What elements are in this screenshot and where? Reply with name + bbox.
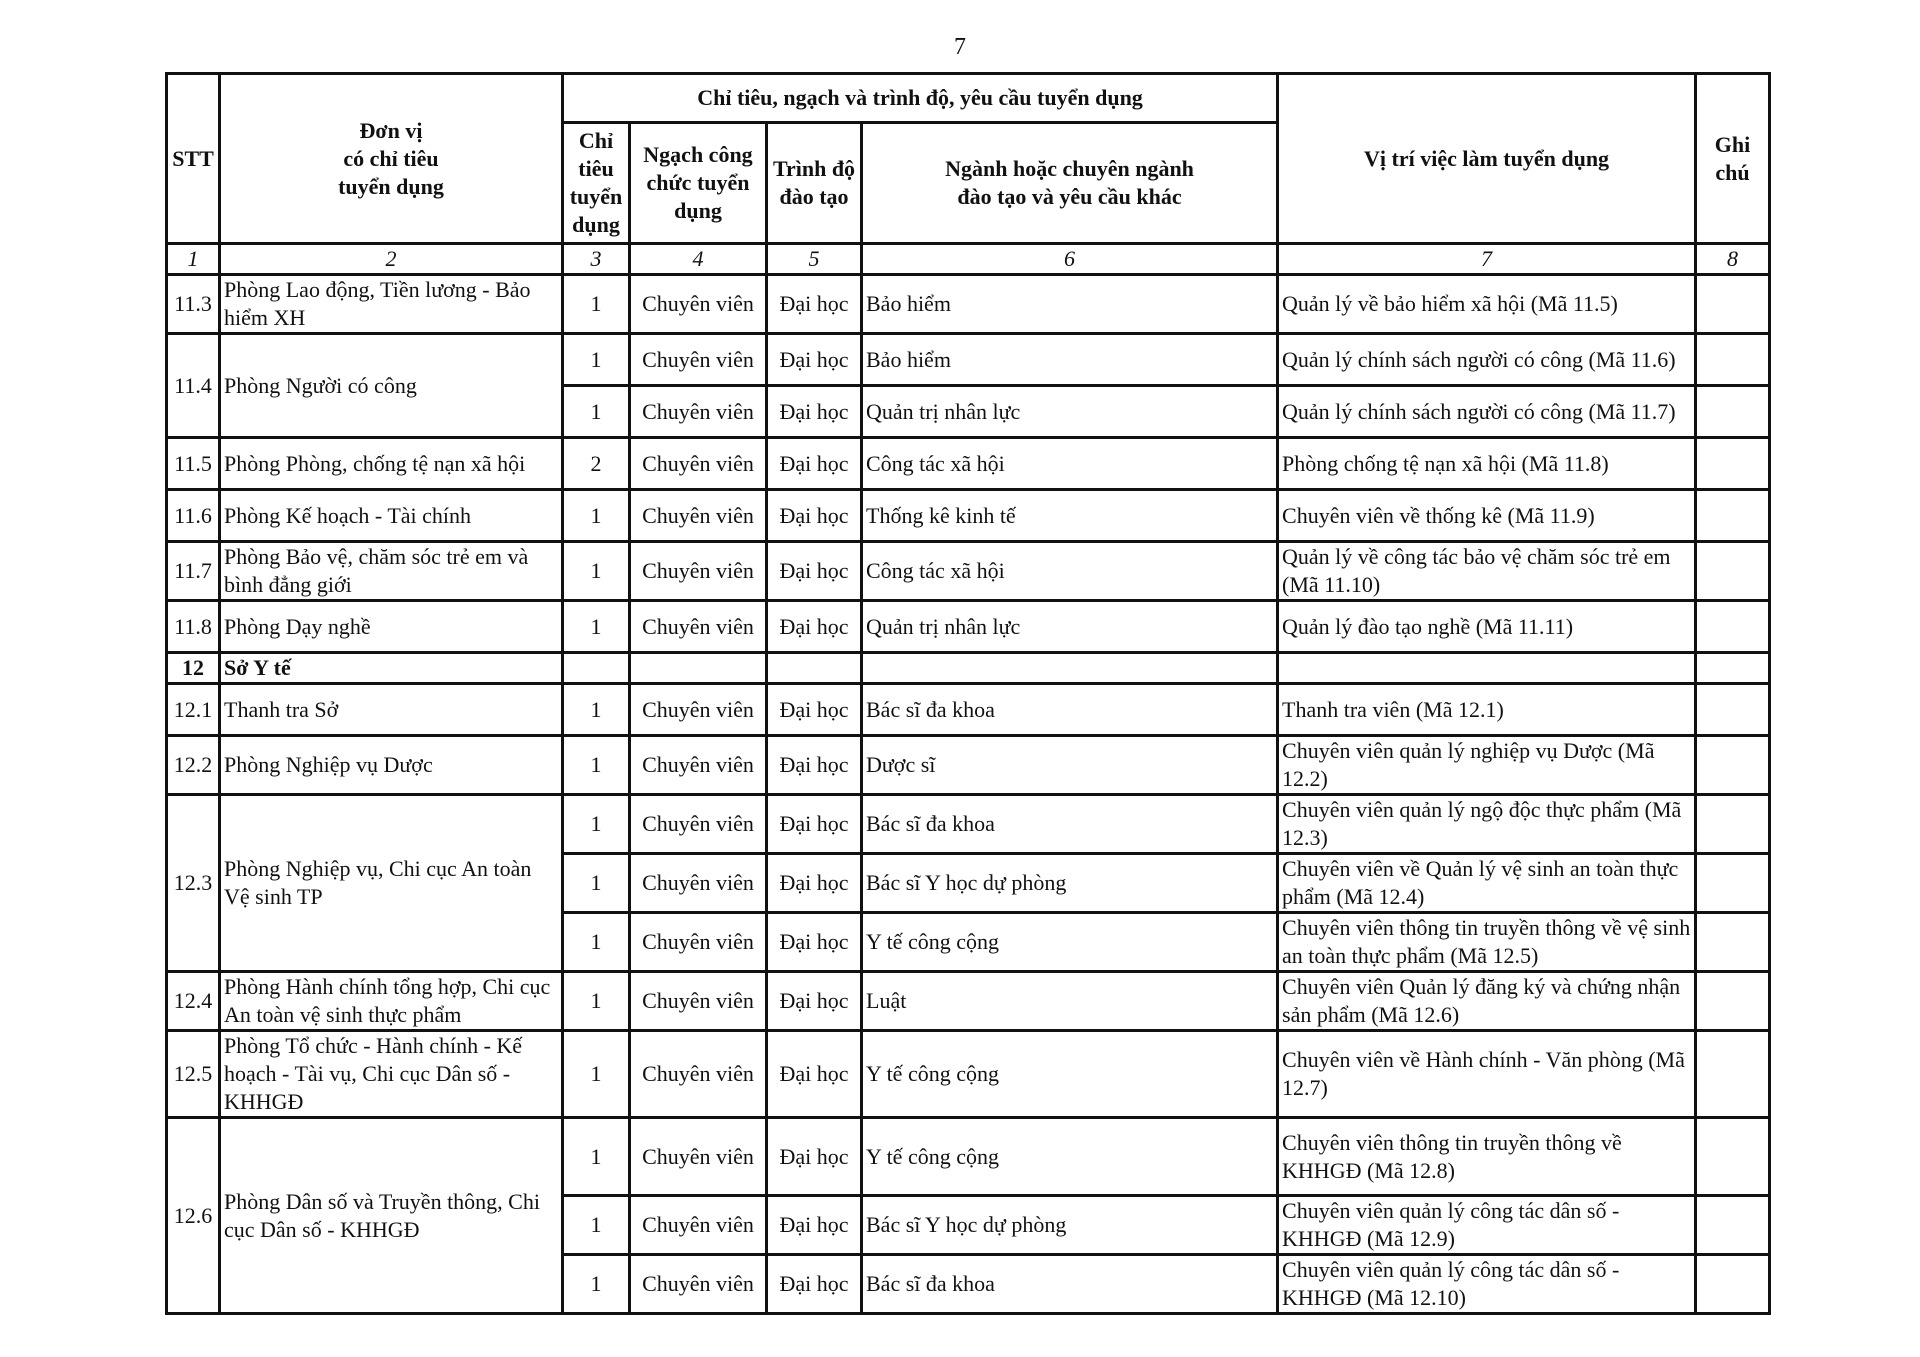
column-number: 6 [862, 244, 1278, 275]
cell-grade: Chuyên viên [630, 913, 767, 972]
cell-level: Đại học [767, 490, 862, 542]
cell-stt: 12.3 [167, 795, 220, 972]
header-major-line2: đào tạo và yêu cầu khác [957, 184, 1182, 209]
cell-note [1696, 684, 1770, 736]
header-position: Vị trí việc làm tuyển dụng [1278, 74, 1696, 244]
cell-level: Đại học [767, 972, 862, 1031]
cell-grade: Chuyên viên [630, 795, 767, 854]
cell-position: Chuyên viên về Quản lý vệ sinh an toàn thực phẩm (Mã 12.4) [1278, 854, 1696, 913]
cell-major: Quản trị nhân lực [862, 601, 1278, 653]
cell-position: Chuyên viên Quản lý đăng ký và chứng nhận sản phẩm (Mã 12.6) [1278, 972, 1696, 1031]
cell-unit: Phòng Phòng, chống tệ nạn xã hội [220, 438, 563, 490]
cell-major: Y tế công cộng [862, 1118, 1278, 1196]
table-row [167, 972, 1770, 1031]
page-number: 7 [954, 34, 966, 60]
cell-position: Quản lý về công tác bảo vệ chăm sóc trẻ em (Mã 11.10) [1278, 542, 1696, 601]
cell-position: Chuyên viên quản lý nghiệp vụ Dược (Mã 12.2) [1278, 736, 1696, 795]
cell-stt: 12.6 [167, 1118, 220, 1314]
cell-level: Đại học [767, 795, 862, 854]
cell-position: Chuyên viên thông tin truyền thông về vệ sinh an toàn thực phẩm (Mã 12.5) [1278, 913, 1696, 972]
cell-quota: 1 [563, 542, 630, 601]
cell-note [1696, 854, 1770, 913]
header-note-line1: Ghi [1714, 131, 1751, 157]
cell-position: Chuyên viên thông tin truyền thông về KHHGĐ (Mã 12.8) [1278, 1118, 1696, 1196]
header-row [167, 74, 1770, 123]
cell-level: Đại học [767, 1255, 862, 1314]
cell-quota: 1 [563, 1118, 630, 1196]
cell-stt: 11.5 [167, 438, 220, 490]
cell-major: Bác sĩ Y học dự phòng [862, 1196, 1278, 1255]
cell-note [1696, 438, 1770, 490]
cell-grade: Chuyên viên [630, 1255, 767, 1314]
cell-major: Quản trị nhân lực [862, 386, 1278, 438]
cell-level: Đại học [767, 275, 862, 334]
column-number: 4 [630, 244, 767, 275]
cell-major: Công tác xã hội [862, 542, 1278, 601]
cell-level: Đại học [767, 438, 862, 490]
cell-major: Dược sĩ [862, 736, 1278, 795]
cell-stt: 12.1 [167, 684, 220, 736]
column-number: 8 [1696, 244, 1770, 275]
cell-quota: 1 [563, 1255, 630, 1314]
cell-level: Đại học [767, 854, 862, 913]
cell-level: Đại học [767, 1196, 862, 1255]
header-level: Trình độ đào tạo [767, 123, 862, 244]
cell-major: Bác sĩ Y học dự phòng [862, 854, 1278, 913]
cell-grade: Chuyên viên [630, 438, 767, 490]
section-number: 12 [167, 653, 220, 684]
cell-grade: Chuyên viên [630, 334, 767, 386]
section-row [167, 653, 1770, 684]
cell-position: Phòng chống tệ nạn xã hội (Mã 11.8) [1278, 438, 1696, 490]
cell-level: Đại học [767, 334, 862, 386]
cell-major: Bảo hiểm [862, 275, 1278, 334]
cell-grade [630, 653, 767, 684]
cell-position: Chuyên viên về thống kê (Mã 11.9) [1278, 490, 1696, 542]
cell-note [1696, 386, 1770, 438]
cell-quota: 2 [563, 438, 630, 490]
table-row [167, 490, 1770, 542]
cell-stt: 11.3 [167, 275, 220, 334]
cell-major: Bảo hiểm [862, 334, 1278, 386]
cell-grade: Chuyên viên [630, 542, 767, 601]
cell-position: Chuyên viên quản lý công tác dân số - KHHGĐ (Mã 12.10) [1278, 1255, 1696, 1314]
cell-quota: 1 [563, 684, 630, 736]
column-number: 3 [563, 244, 630, 275]
cell-stt: 11.4 [167, 334, 220, 438]
recruitment-table [165, 72, 1771, 1315]
cell-grade: Chuyên viên [630, 1118, 767, 1196]
cell-grade: Chuyên viên [630, 854, 767, 913]
cell-note [1696, 1031, 1770, 1118]
cell-grade: Chuyên viên [630, 386, 767, 438]
cell-unit: Phòng Nghiệp vụ Dược [220, 736, 563, 795]
cell-note [1696, 1255, 1770, 1314]
cell-major: Y tế công cộng [862, 1031, 1278, 1118]
cell-quota: 1 [563, 1031, 630, 1118]
cell-level: Đại học [767, 601, 862, 653]
cell-level: Đại học [767, 1031, 862, 1118]
cell-stt: 12.2 [167, 736, 220, 795]
cell-grade: Chuyên viên [630, 1196, 767, 1255]
cell-unit: Thanh tra Sở [220, 684, 563, 736]
cell-grade: Chuyên viên [630, 490, 767, 542]
cell-note [1696, 542, 1770, 601]
cell-level: Đại học [767, 1118, 862, 1196]
column-number: 7 [1278, 244, 1696, 275]
cell-unit: Phòng Dân số và Truyền thông, Chi cục Dân số - KHHGĐ [220, 1118, 563, 1314]
column-number-row [167, 244, 1770, 275]
cell-unit: Phòng Lao động, Tiền lương - Bảo hiểm XH [220, 275, 563, 334]
cell-note [1696, 275, 1770, 334]
cell-quota: 1 [563, 334, 630, 386]
cell-level: Đại học [767, 913, 862, 972]
cell-level: Đại học [767, 386, 862, 438]
cell-quota [563, 653, 630, 684]
header-unit [220, 74, 563, 244]
cell-note [1696, 490, 1770, 542]
cell-level: Đại học [767, 684, 862, 736]
cell-major: Bác sĩ đa khoa [862, 684, 1278, 736]
cell-major: Y tế công cộng [862, 913, 1278, 972]
cell-note [1696, 736, 1770, 795]
cell-note [1696, 972, 1770, 1031]
cell-level: Đại học [767, 736, 862, 795]
cell-major: Bác sĩ đa khoa [862, 1255, 1278, 1314]
cell-stt: 11.8 [167, 601, 220, 653]
cell-position [1278, 653, 1696, 684]
cell-unit: Phòng Nghiệp vụ, Chi cục An toàn Vệ sinh TP [220, 795, 563, 972]
cell-quota: 1 [563, 972, 630, 1031]
cell-stt: 11.7 [167, 542, 220, 601]
cell-major: Thống kê kinh tế [862, 490, 1278, 542]
cell-note [1696, 653, 1770, 684]
table-row [167, 601, 1770, 653]
cell-quota: 1 [563, 275, 630, 334]
cell-position: Quản lý chính sách người có công (Mã 11.6) [1278, 334, 1696, 386]
cell-quota: 1 [563, 854, 630, 913]
header-note-line2: chú [1715, 159, 1750, 185]
cell-major: Luật [862, 972, 1278, 1031]
cell-note [1696, 1118, 1770, 1196]
column-number: 1 [167, 244, 220, 275]
cell-grade: Chuyên viên [630, 972, 767, 1031]
header-group: Chỉ tiêu, ngạch và trình độ, yêu cầu tuyển dụng [563, 74, 1278, 123]
cell-quota: 1 [563, 736, 630, 795]
cell-unit: Phòng Dạy nghề [220, 601, 563, 653]
table-row [167, 334, 1770, 386]
cell-stt: 12.5 [167, 1031, 220, 1118]
cell-quota: 1 [563, 601, 630, 653]
section-title: Sở Y tế [220, 653, 563, 684]
cell-position: Chuyên viên về Hành chính - Văn phòng (Mã 12.7) [1278, 1031, 1696, 1118]
header-quota: Chỉ tiêu tuyển dụng [563, 123, 630, 244]
cell-quota: 1 [563, 913, 630, 972]
cell-major: Bác sĩ đa khoa [862, 795, 1278, 854]
header-note [1696, 74, 1770, 244]
cell-note [1696, 601, 1770, 653]
cell-position: Chuyên viên quản lý ngộ độc thực phẩm (Mã 12.3) [1278, 795, 1696, 854]
cell-stt: 11.6 [167, 490, 220, 542]
header-stt: STT [167, 74, 220, 244]
table-row [167, 795, 1770, 854]
cell-note [1696, 1196, 1770, 1255]
cell-position: Quản lý chính sách người có công (Mã 11.7) [1278, 386, 1696, 438]
cell-grade: Chuyên viên [630, 684, 767, 736]
table-row [167, 438, 1770, 490]
table-row [167, 1118, 1770, 1196]
cell-note [1696, 913, 1770, 972]
cell-note [1696, 795, 1770, 854]
table-row [167, 684, 1770, 736]
header-unit-line2: có chỉ tiêu [343, 145, 439, 171]
header-unit-line3: tuyển dụng [338, 173, 444, 199]
cell-unit: Phòng Bảo vệ, chăm sóc trẻ em và bình đẳng giới [220, 542, 563, 601]
cell-quota: 1 [563, 1196, 630, 1255]
cell-quota: 1 [563, 795, 630, 854]
cell-grade: Chuyên viên [630, 275, 767, 334]
cell-grade: Chuyên viên [630, 736, 767, 795]
cell-unit: Phòng Người có công [220, 334, 563, 438]
table-row [167, 1031, 1770, 1118]
cell-position: Chuyên viên quản lý công tác dân số - KHHGĐ (Mã 12.9) [1278, 1196, 1696, 1255]
cell-quota: 1 [563, 490, 630, 542]
table-row [167, 275, 1770, 334]
cell-unit: Phòng Tổ chức - Hành chính - Kế hoạch - Tài vụ, Chi cục Dân số - KHHGĐ [220, 1031, 563, 1118]
cell-quota: 1 [563, 386, 630, 438]
table-row [167, 736, 1770, 795]
header-major-line1: Ngành hoặc chuyên ngành [945, 156, 1194, 181]
cell-major [862, 653, 1278, 684]
cell-position: Quản lý đào tạo nghề (Mã 11.11) [1278, 601, 1696, 653]
cell-stt: 12.4 [167, 972, 220, 1031]
cell-grade: Chuyên viên [630, 601, 767, 653]
header-grade: Ngạch công chức tuyển dụng [630, 123, 767, 244]
table-row [167, 542, 1770, 601]
cell-level: Đại học [767, 542, 862, 601]
cell-position: Thanh tra viên (Mã 12.1) [1278, 684, 1696, 736]
cell-unit: Phòng Hành chính tổng hợp, Chi cục An toàn vệ sinh thực phẩm [220, 972, 563, 1031]
cell-major: Công tác xã hội [862, 438, 1278, 490]
cell-position: Quản lý về bảo hiểm xã hội (Mã 11.5) [1278, 275, 1696, 334]
cell-level [767, 653, 862, 684]
column-number: 5 [767, 244, 862, 275]
header-unit-line1: Đơn vị [359, 117, 423, 143]
header-major [862, 123, 1278, 244]
cell-note [1696, 334, 1770, 386]
cell-unit: Phòng Kế hoạch - Tài chính [220, 490, 563, 542]
column-number: 2 [220, 244, 563, 275]
cell-grade: Chuyên viên [630, 1031, 767, 1118]
